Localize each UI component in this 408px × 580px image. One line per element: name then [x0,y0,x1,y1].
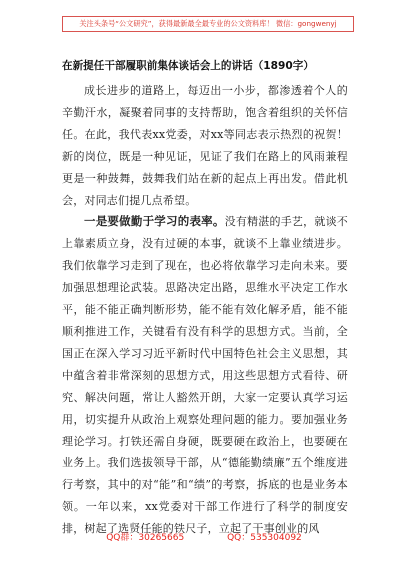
section-1-paragraph [62,211,348,540]
footer-qq-group: QQ群：30265665 [106,533,185,543]
document-title: 在新提任干部履职前集体谈话会上的讲话（1890字） [62,60,314,72]
document-body [62,80,348,540]
section-1-text: 没有精湛的手艺，就谈不上靠素质立身，没有过硬的本事，就谈不上靠业绩进步。我们依靠学习走到了现在，也必将依靠学习走向未来。要加强思想理论武装。思路决定出路，思维水平决定工作水平，能不能正确判断形势，能不能有效化解矛盾，能不能顺利推进工作，关键看有没有科学的思想方式。当前，全国正在深入学习习近平新时代中国特色社会主义思想，其中蕴含着非常深刻的思想方式，用这些思想方式看待、研究、解决问题，常让人豁然开朗，大家一定要认真学习运用，切实提升从政治上观察处理问题的能力。要加强业务理论学习。打铁还需自身硬，既要硬在政治上，也要硬在业务上。我们选拔领导干部，从“德能勤绩廉”五个维度进行考察，其中的对“能”和“绩”的考察，拆底的也是业务本领。一年以来，xx党委对干部工作进行了科学的制度安排，树起了选贤任能的铁尺子，立起了干事创业的风 [62,215,349,536]
header-banner-text: 关注头条号“公文研究”，获得最新最全最专业的公文资料库！ 微信：gongwenyj [79,19,337,28]
footer-qq: QQ：535304092 [227,533,302,543]
section-1-heading: 一是要做勤于学习的表率。 [84,214,225,229]
header-banner [62,16,354,32]
footer-contacts [0,530,408,543]
intro-paragraph: 成长进步的道路上，每迈出一小步，都渗透着个人的辛勤汗水，凝聚着同事的支持帮助，饱含着组织的关怀信任。在此，我代表xx党委，对xx等同志表示热烈的祝贺！新的岗位，既是一种见证，见证了我们在路上的风雨兼程更是一种鼓舞，鼓舞我们站在新的起点上再出发。借此机会，对同志们提几点希望。 [62,84,348,207]
